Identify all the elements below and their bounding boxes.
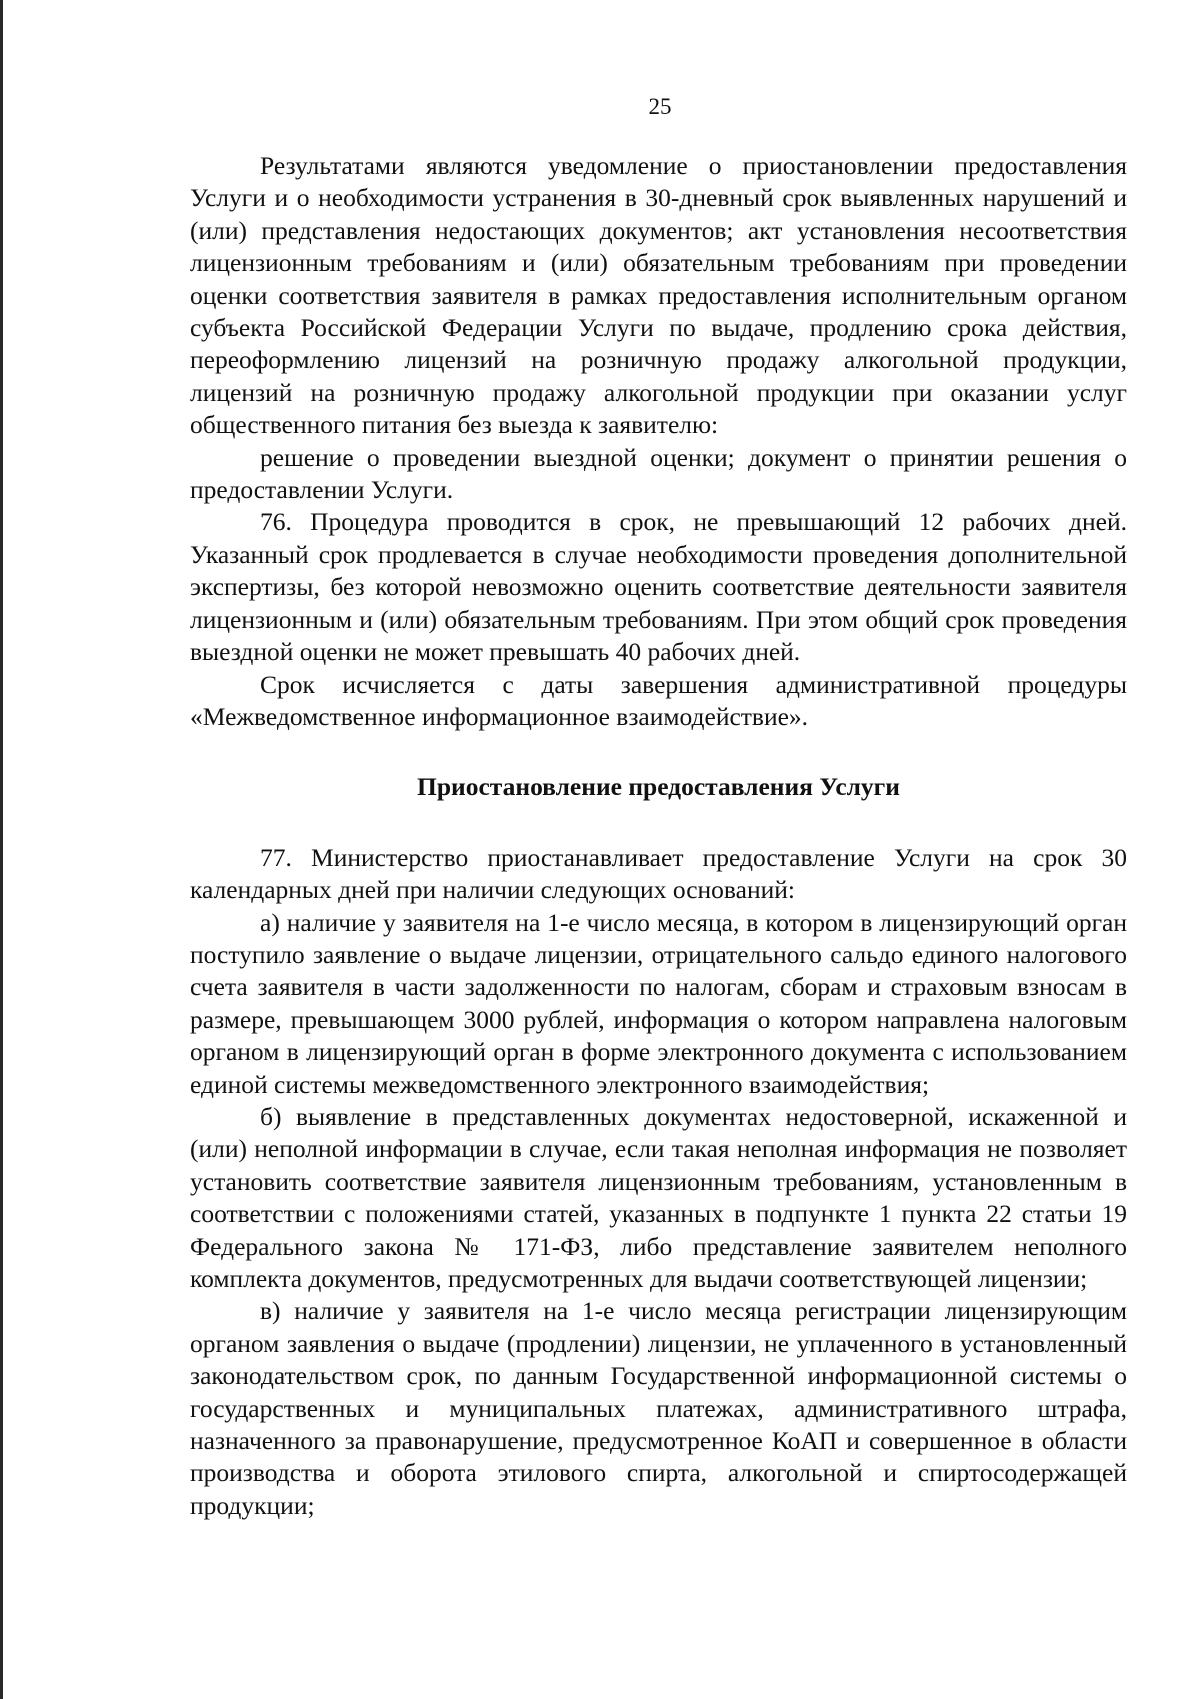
paragraph-decision: решение о проведении выездной оценки; документ о принятии решения о предоставлении Услуги. (190, 442, 1127, 505)
paragraph-item-b: б) выявление в представленных документах недостоверной, искаженной и (или) неполной информации в случае, если такая неполная информация не позволяет установить соответствие заявителя лицензионным требованиям, установленным в соответствии с положениями статей, указанных в подпункте 1 пункта 22 статьи 19 Федерального закона № 171-ФЗ, либо представление заявителем неполного комплекта документов, предусмотренных для выдачи соответствующей лицензии; (190, 1101, 1127, 1293)
paragraph-term: Срок исчисляется с даты завершения административной процедуры «Межведомственное информационное взаимодействие». (190, 669, 1127, 731)
paragraph-77: 77. Министерство приостанавливает предоставление Услуги на срок 30 календарных дней при наличии следующих оснований: (190, 842, 1127, 905)
paragraph-item-v: в) наличие у заявителя на 1-е число месяца регистрации лицензирующим органом заявления о выдаче (продлении) лицензии, не уплаченного в установленный законодательством срок, по данным Государственной информационной системы о государственных и муниципальных платежах, административного штрафа, назначенного за правонарушение, предусмотренное КоАП и совершенное в области производства и оборота этилового спирта, алкогольной и спиртосодержащей продукции; (190, 1296, 1127, 1520)
section-heading: Приостановление предоставления Услуги (417, 772, 900, 802)
paragraph-76: 76. Процедура проводится в срок, не превышающий 12 рабочих дней. Указанный срок продлевается в случае необходимости проведения дополнительной экспертизы, без которой невозможно оценить соответствие деятельности заявителя лицензионным и (или) обязательным требованиям. При этом общий срок проведения выездной оценки не может превышать 40 рабочих дней. (190, 507, 1127, 667)
paragraph-item-a: а) наличие у заявителя на 1-е число месяца, в котором в лицензирующий орган поступило заявление о выдаче лицензии, отрицательного сальдо единого налогового счета заявителя в части задолженности по налогам, сборам и страховым взносам в размере, превышающем 3000 рублей, информация о котором направлена налоговым органом в лицензирующий орган в форме электронного документа с использованием единой системы межведомственного электронного взаимодействия; (190, 907, 1127, 1099)
scan-edge-shadow (0, 0, 3, 1699)
document-body (190, 150, 1127, 1522)
paragraph-results: Результатами являются уведомление о приостановлении предоставления Услуги и о необходимости устранения в 30-дневный срок выявленных нарушений и (или) представления недостающих документов; акт установления несоответствия лицензионным требованиям и (или) обязательным требованиям при проведении оценки соответствия заявителя в рамках предоставления исполнительным органом субъекта Российской Федерации Услуги по выдаче, продлению срока действия, переоформлению лицензий на розничную продажу алкогольной продукции, лицензий на розничную продажу алкогольной продукции при оказании услуг общественного питания без выезда к заявителю: (190, 151, 1127, 440)
page-number: 25 (648, 94, 672, 119)
